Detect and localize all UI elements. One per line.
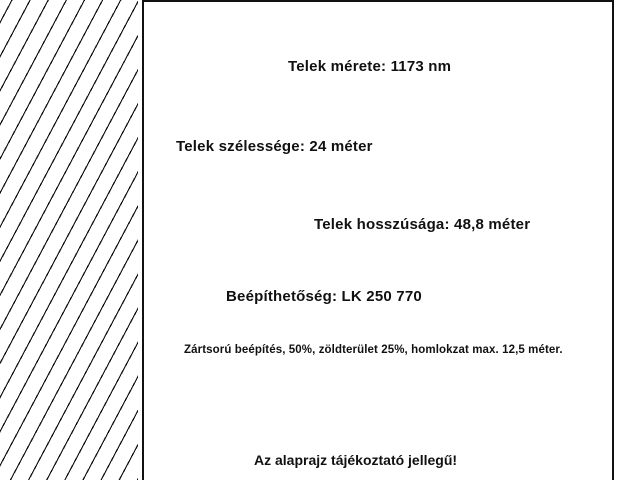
right-gutter bbox=[614, 0, 640, 480]
plot-width-text: Telek szélessége: 24 méter bbox=[176, 138, 373, 155]
drawing-frame-left-border bbox=[142, 0, 144, 480]
disclaimer-text: Az alaprajz tájékoztató jellegű! bbox=[254, 452, 458, 468]
plot-length-text: Telek hosszúsága: 48,8 méter bbox=[314, 216, 531, 233]
regulation-note-text: Zártsorú beépítés, 50%, zöldterület 25%, homlokzat max. 12,5 méter. bbox=[184, 344, 563, 356]
buildability-text: Beépíthetőség: LK 250 770 bbox=[226, 288, 422, 305]
hatched-margin-band bbox=[0, 0, 138, 480]
plot-size-text: Telek mérete: 1173 nm bbox=[288, 58, 452, 75]
document-content bbox=[146, 0, 612, 480]
